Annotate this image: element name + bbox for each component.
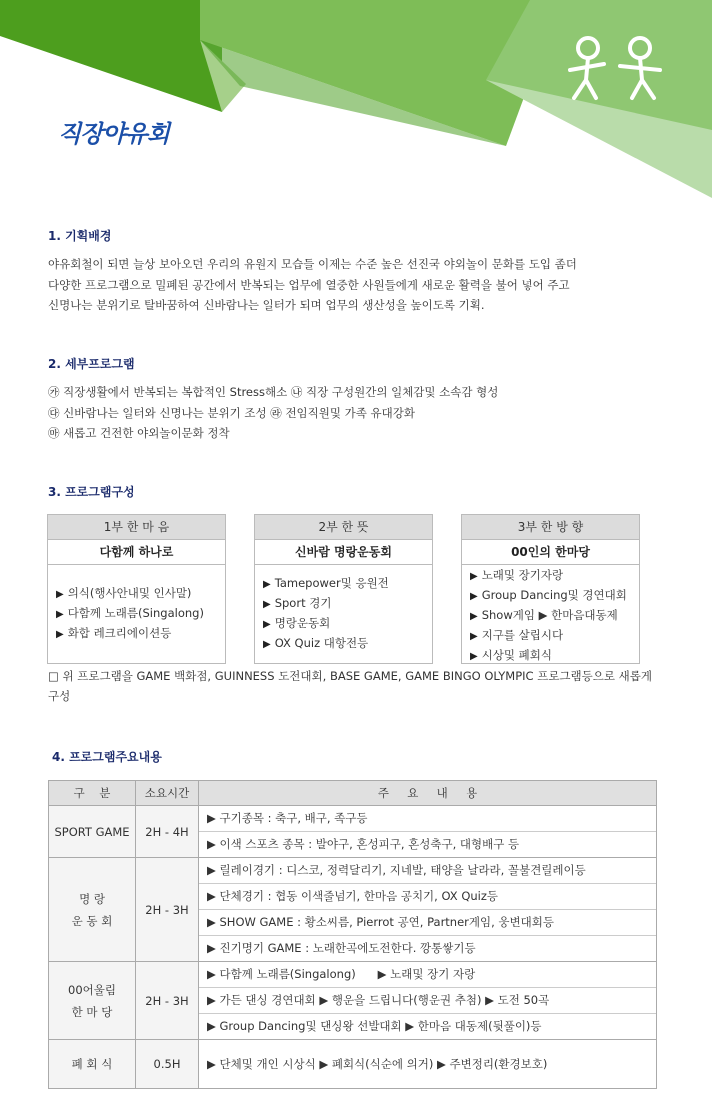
header-content: 주 요 내 용 (199, 781, 657, 806)
note-line: □ 위 프로그램을 GAME 백화점, GUINNESS 도전대회, BASE GAME, GAME BINGO OLYMPIC 프로그램등으로 새롭게 (48, 669, 652, 683)
box-subtitle: 신바람 명랑운동회 (255, 540, 432, 565)
paragraph-line: 야유회철이 되면 늘상 보아오던 우리의 유원지 모습들 이제는 수준 높은 선진국 야외놀이 문화를 도입 좀더 (48, 257, 577, 271)
list-item: ▶ 의식(행사안내및 인사말) (56, 586, 192, 600)
table-row (49, 962, 657, 1040)
row-time: 2H - 3H (136, 962, 199, 1040)
program-note (48, 666, 652, 706)
section-heading-background: 1. 기획배경 (48, 229, 112, 243)
section-heading-details: 2. 세부프로그램 (48, 357, 135, 371)
table-header-row (49, 781, 657, 806)
background-paragraph (48, 254, 577, 316)
row-content: ▶ 다함께 노래름(Singalong) ▶ 노래및 장기 자랑 ▶ 가든 댄싱 경연대회 ▶ 행운을 드립니다(행운권 추첨) ▶ 도전 50곡 ▶ Group Dancing및 댄싱왕 선발대회 ▶ 한마음 대동제(뒷풀이)등 (199, 962, 657, 1040)
box-subtitle: 다함께 하나로 (48, 540, 225, 565)
program-box-part2 (254, 514, 433, 664)
section-heading-contents: 4. 프로그램주요내용 (52, 750, 162, 764)
triangle-bullet-icon: ▶ (56, 629, 64, 640)
table-row (49, 806, 657, 858)
triangle-bullet-icon: ▶ (470, 651, 478, 662)
header-banner (0, 0, 712, 200)
box-subtitle: 00인의 한마당 (462, 540, 639, 565)
triangle-bullet-icon: ▶ (263, 599, 271, 610)
program-box-part1 (47, 514, 226, 664)
row-time: 2H - 3H (136, 858, 199, 962)
list-item: ▶ 지구를 살립시다 (470, 628, 564, 642)
row-time: 0.5H (136, 1040, 199, 1089)
list-item: ▶ Sport 경기 (263, 596, 332, 610)
list-item: ▶ 시상및 폐회식 (470, 648, 553, 662)
detail-program-list (48, 382, 498, 444)
triangle-bullet-icon: ▶ (263, 619, 271, 630)
row-content: ▶ 단체및 개인 시상식 ▶ 폐회식(식순에 의거) ▶ 주변정리(환경보호) (199, 1040, 657, 1089)
program-contents-table (48, 780, 657, 1089)
box-part-label: 1부 한 마 음 (48, 515, 225, 540)
section-heading-composition: 3. 프로그램구성 (48, 485, 135, 499)
paragraph-line: 신명나는 분위기로 탈바꿈하여 신바람나는 일터가 되며 업무의 생산성을 높이도록 기획. (48, 298, 485, 312)
list-item: ▶ 화합 레크리에이션등 (56, 626, 172, 640)
triangle-bullet-icon: ▶ (263, 579, 271, 590)
detail-line: ㉲ 새롭고 건전한 야외놀이문화 정착 (48, 426, 230, 440)
list-item: ▶ Show게임 ▶ 한마음대동제 (470, 608, 618, 622)
detail-line: ㉰ 신바람나는 일터와 신명나는 분위기 조성 ㉱ 전임직원및 가족 유대강화 (48, 405, 415, 420)
row-content: ▶ 구기종목 : 축구, 배구, 족구등 ▶ 이색 스포츠 종목 : 발야구, 혼성피구, 혼성축구, 대형배구 등 (199, 806, 657, 858)
row-category: SPORT GAME (49, 806, 136, 858)
table-row (49, 1040, 657, 1089)
row-category: 00어울림 한 마 당 (49, 962, 136, 1040)
list-item: ▶ 다함께 노래름(Singalong) (56, 606, 204, 620)
note-line: 구성 (48, 689, 71, 703)
triangle-bullet-icon: ▶ (470, 611, 478, 622)
row-category: 명 랑 운 동 회 (49, 858, 136, 962)
triangle-bullet-icon: ▶ (56, 589, 64, 600)
row-content: ▶ 릴레이경기 : 디스코, 정력달리기, 지네발, 태양을 날라라, 꼴불견릴레이등 ▶ 단체경기 : 협동 이색줄넘기, 한마음 공치기, OX Quiz등 ▶ SHOW GAME : 황소씨름, Pierrot 공연, Partner게임, 웅변대회등 ▶ 진기명기 GAME : 노래한곡에도전한다. 깡통쌓기등 (199, 858, 657, 962)
list-item: ▶ 노래및 장기자랑 (470, 568, 564, 582)
triangle-bullet-icon: ▶ (470, 631, 478, 642)
page-title: 직장야유회 (58, 119, 169, 148)
triangle-bullet-icon: ▶ (470, 591, 478, 602)
list-item: ▶ Group Dancing및 경연대회 (470, 588, 627, 602)
list-item: ▶ Tamepower및 응원전 (263, 576, 389, 590)
triangle-bullet-icon: ▶ (470, 571, 478, 582)
header-category: 구 분 (49, 781, 136, 806)
list-item: ▶ 명랑운동회 (263, 616, 331, 630)
table-row (49, 858, 657, 962)
header-time: 소요시간 (136, 781, 199, 806)
box-part-label: 3부 한 방 향 (462, 515, 639, 540)
list-item: ▶ OX Quiz 대항전등 (263, 636, 369, 650)
program-box-part3 (461, 514, 640, 664)
triangle-bullet-icon: ▶ (56, 609, 64, 620)
paragraph-line: 다양한 프로그램으로 밀폐된 공간에서 반복되는 업무에 열중한 사원들에게 새로운 활력을 불어 넣어 주고 (48, 277, 570, 292)
triangle-bullet-icon: ▶ (263, 639, 271, 650)
detail-line: ㉮ 직장생활에서 반복되는 복합적인 Stress해소 ㉯ 직장 구성원간의 일체감및 소속감 형성 (48, 385, 499, 399)
row-time: 2H - 4H (136, 806, 199, 858)
box-part-label: 2부 한 뜻 (255, 515, 432, 540)
row-category: 폐 회 식 (49, 1040, 136, 1089)
